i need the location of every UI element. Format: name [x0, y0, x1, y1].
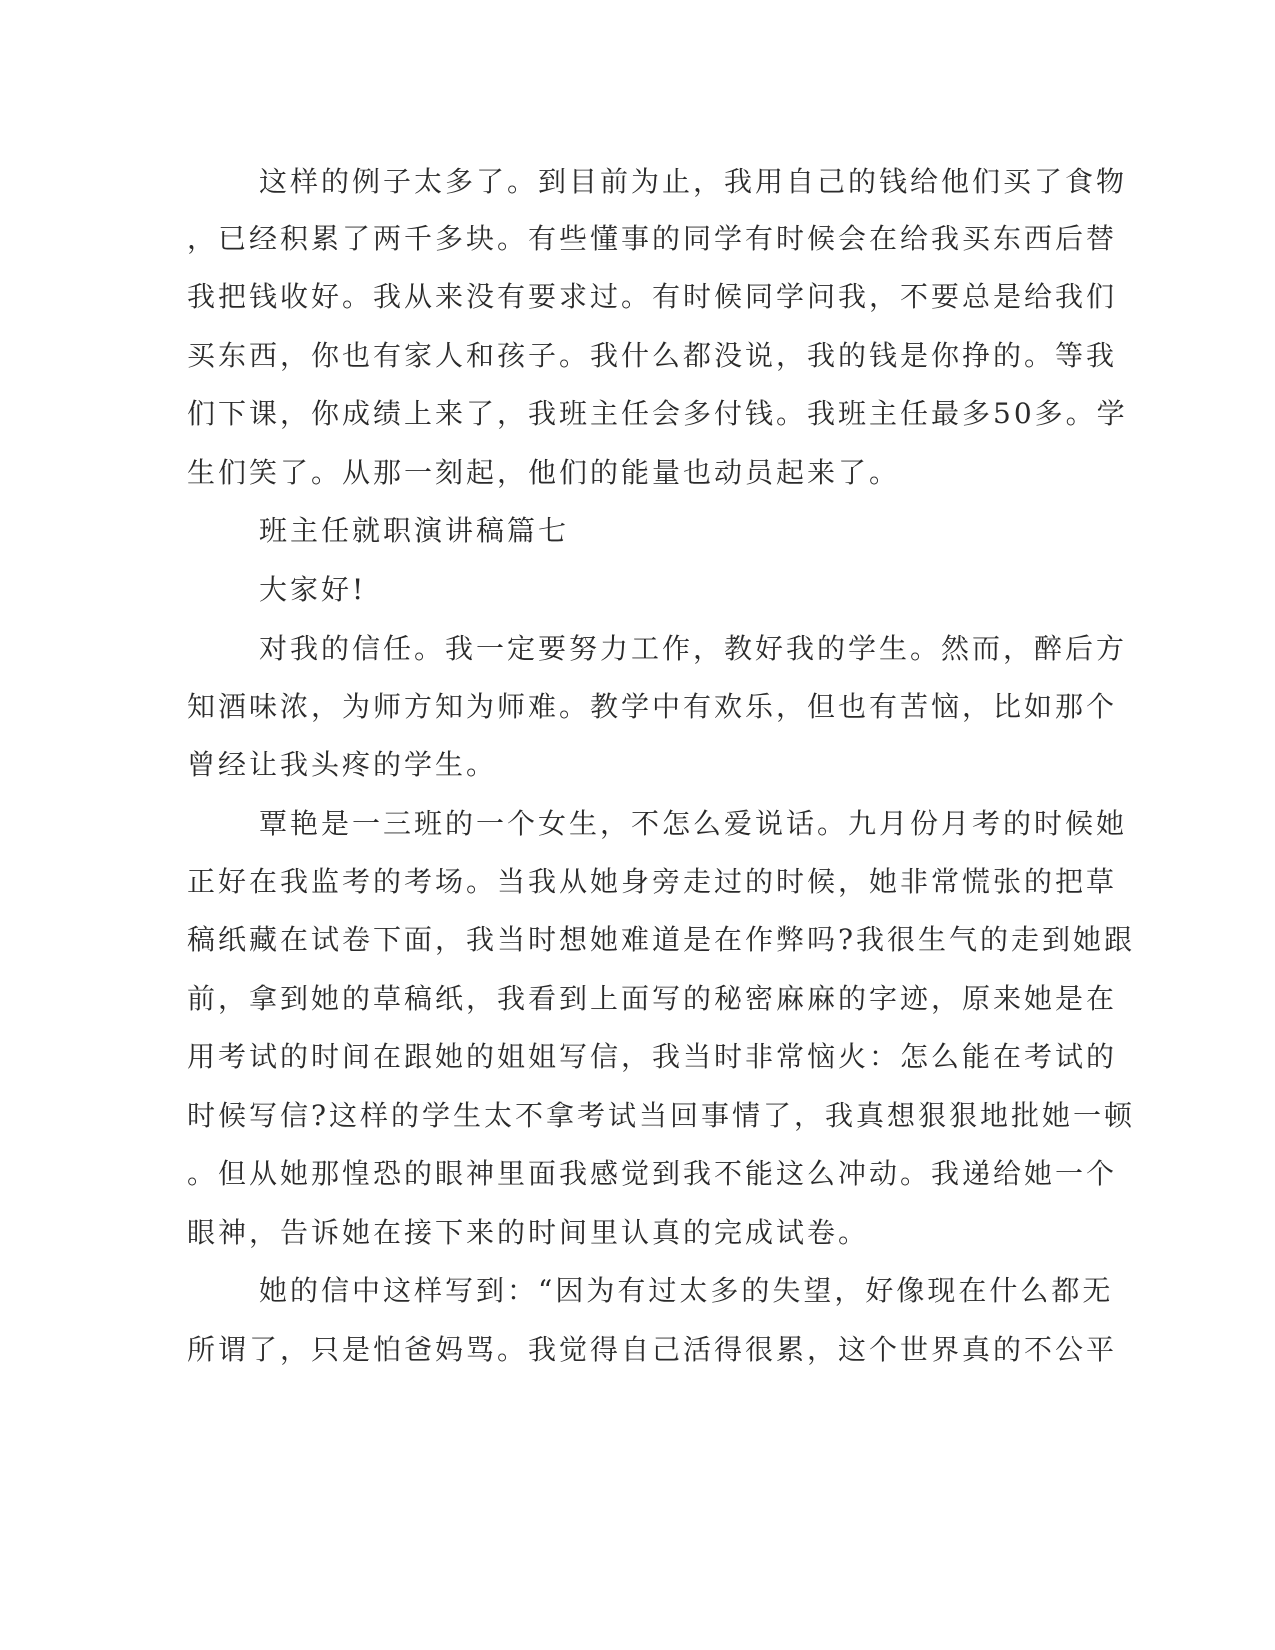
- paragraph-3-line-1: 覃艳是一三班的一个女生，不怎么爱说话。九月份月考的时候她: [259, 807, 1128, 840]
- paragraph-1-line-3: 我把钱收好。我从来没有要求过。有时候同学问我，不要总是给我们: [187, 280, 1118, 313]
- paragraph-3-line-6: 时候写信?这样的学生太不拿考试当回事情了，我真想狠狠地批她一顿: [187, 1099, 1136, 1132]
- paragraph-3-line-2: 正好在我监考的考场。当我从她身旁走过的时候，她非常慌张的把草: [187, 865, 1118, 898]
- section-heading: 班主任就职演讲稿篇七: [259, 514, 570, 547]
- paragraph-1-line-2: ，已经积累了两千多块。有些懂事的同学有时候会在给我买东西后替: [187, 222, 1118, 255]
- paragraph-3-line-8: 眼神，告诉她在接下来的时间里认真的完成试卷。: [187, 1216, 870, 1249]
- paragraph-1-line-6: 生们笑了。从那一刻起，他们的能量也动员起来了。: [187, 456, 901, 489]
- paragraph-1-line-5: 们下课，你成绩上来了，我班主任会多付钱。我班主任最多50多。学: [187, 397, 1128, 430]
- paragraph-3-line-3: 稿纸藏在试卷下面，我当时想她难道是在作弊吗?我很生气的走到她跟: [187, 923, 1136, 956]
- paragraph-1-line-1: 这样的例子太多了。到目前为止，我用自己的钱给他们买了食物: [259, 165, 1128, 198]
- paragraph-4-line-1: 她的信中这样写到：“因为有过太多的失望，好像现在什么都无: [259, 1274, 1114, 1307]
- paragraph-3-line-4: 前，拿到她的草稿纸，我看到上面写的秘密麻麻的字迹，原来她是在: [187, 982, 1118, 1015]
- paragraph-3-line-5: 用考试的时间在跟她的姐姐写信，我当时非常恼火：怎么能在考试的: [187, 1040, 1118, 1073]
- paragraph-4-line-2: 所谓了，只是怕爸妈骂。我觉得自己活得很累，这个世界真的不公平: [187, 1333, 1118, 1366]
- greeting: 大家好!: [259, 573, 367, 606]
- paragraph-1-line-4: 买东西，你也有家人和孩子。我什么都没说，我的钱是你挣的。等我: [187, 339, 1118, 372]
- paragraph-3-line-7: 。但从她那惶恐的眼神里面我感觉到我不能这么冲动。我递给她一个: [187, 1157, 1118, 1190]
- paragraph-2-line-2: 知酒味浓，为师方知为师难。教学中有欢乐，但也有苦恼，比如那个: [187, 690, 1118, 723]
- paragraph-2-line-1: 对我的信任。我一定要努力工作，教好我的学生。然而，醉后方: [259, 632, 1128, 665]
- paragraph-2-line-3: 曾经让我头疼的学生。: [187, 748, 498, 781]
